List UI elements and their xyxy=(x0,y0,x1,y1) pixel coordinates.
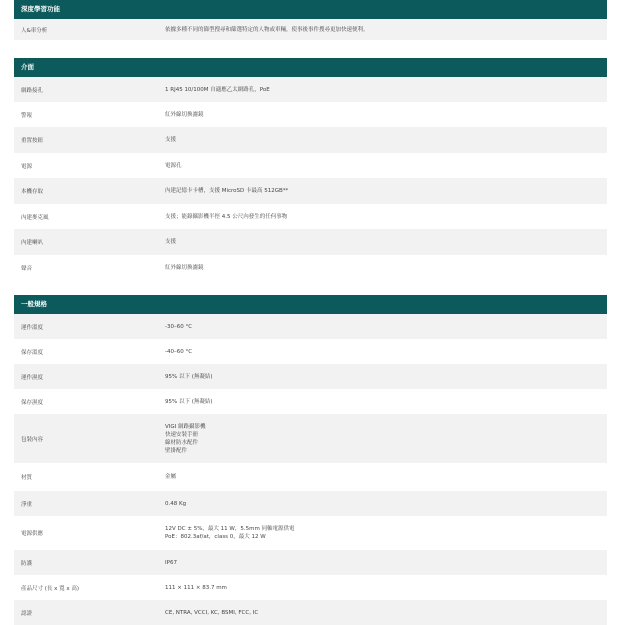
spec-label: 警報 xyxy=(21,112,33,119)
spec-label: 產品尺寸 (長 x 寬 x 高) xyxy=(21,585,80,592)
spec-label: 保存溫度 xyxy=(21,349,44,356)
spec-value: CE, NTRA, VCCI, KC, BSMI, FCC, IC xyxy=(165,609,259,616)
spec-value: 支援；能錄攝影機半徑 4.5 公尺內發生的任何事物 xyxy=(165,213,288,220)
spec-row xyxy=(14,314,607,339)
spec-value: 1 RJ45 10/100M 自適應乙太網路孔，PoE xyxy=(165,86,270,93)
spec-row xyxy=(14,178,607,204)
section-header-deep-learning: 深度學習功能 xyxy=(14,0,607,19)
spec-value: 紅外線切換濾鏡 xyxy=(165,111,204,118)
spec-label: 材質 xyxy=(21,475,33,481)
spec-row xyxy=(14,550,607,575)
spec-row xyxy=(14,600,607,625)
spec-label: 保存濕度 xyxy=(21,399,44,406)
spec-label: 淨重 xyxy=(21,501,33,508)
spec-row xyxy=(14,204,607,229)
spec-value: 紅外線切換濾鏡 xyxy=(165,264,204,271)
spec-value: 95% 以下 (無凝結) xyxy=(165,398,213,405)
spec-label: 認證 xyxy=(21,610,33,617)
spec-row xyxy=(14,463,607,491)
spec-value: -30–60 °C xyxy=(165,323,193,330)
spec-row xyxy=(14,77,607,102)
spec-value: 支援 xyxy=(165,137,177,143)
spec-label: 內建喇叭 xyxy=(21,240,44,246)
spec-row xyxy=(14,19,607,40)
section-header-interface: 介面 xyxy=(14,58,607,77)
spec-row xyxy=(14,127,607,153)
spec-row xyxy=(14,491,607,516)
spec-value: 95% 以下 (無凝結) xyxy=(165,373,213,380)
spec-label: 運作濕度 xyxy=(21,374,44,381)
spec-row xyxy=(14,414,607,463)
spec-value: IP67 xyxy=(165,559,177,566)
spec-row xyxy=(14,339,607,364)
spec-value: 依據多種不同的篩型搜尋和篩選特定的人物或車輛，使事後事件搜尋更加快速便利。 xyxy=(165,26,369,33)
spec-row xyxy=(14,153,607,178)
spec-value: 支援 xyxy=(165,239,177,245)
spec-value: 0.48 Kg xyxy=(165,500,187,507)
spec-value: 12V DC ± 5%，最大 11 W，5.5mm 同軸電源供電 PoE：802.3af/at，class 0，最大 12 W xyxy=(165,526,295,540)
spec-value: 111 × 111 × 83.7 mm xyxy=(165,584,227,591)
spec-row xyxy=(14,364,607,389)
spec-value: 電源孔 xyxy=(165,162,182,169)
spec-label: 運作溫度 xyxy=(21,324,44,331)
spec-value: -40–60 °C xyxy=(165,348,193,355)
spec-sheet xyxy=(14,0,607,625)
spec-row xyxy=(14,102,607,127)
spec-value: 內建記憶卡卡槽，支援 MicroSD 卡最高 512GB** xyxy=(165,188,289,194)
spec-label: 聲音 xyxy=(21,265,33,272)
spec-row xyxy=(14,229,607,255)
spec-label: 人&車分析 xyxy=(21,27,48,34)
spec-value: VIGI 網路攝影機 快速安裝手冊 線材防水配件 壁掛配件 xyxy=(165,423,206,454)
spec-label: 重置按鈕 xyxy=(21,138,44,144)
spec-label: 防護 xyxy=(21,560,33,567)
spec-label: 電源 xyxy=(21,163,33,170)
spec-label: 電源供應 xyxy=(21,531,44,537)
spec-label: 包裝內容 xyxy=(21,436,44,443)
spec-row xyxy=(14,575,607,600)
spec-label: 本機存取 xyxy=(21,189,44,195)
spec-row xyxy=(14,255,607,280)
spec-value: 金屬 xyxy=(165,474,177,480)
spec-row xyxy=(14,389,607,414)
section-header-general-specs: 一般規格 xyxy=(14,295,607,314)
spec-row xyxy=(14,516,607,550)
spec-label: 內建麥克風 xyxy=(21,214,49,221)
spec-label: 網路接孔 xyxy=(21,87,44,94)
